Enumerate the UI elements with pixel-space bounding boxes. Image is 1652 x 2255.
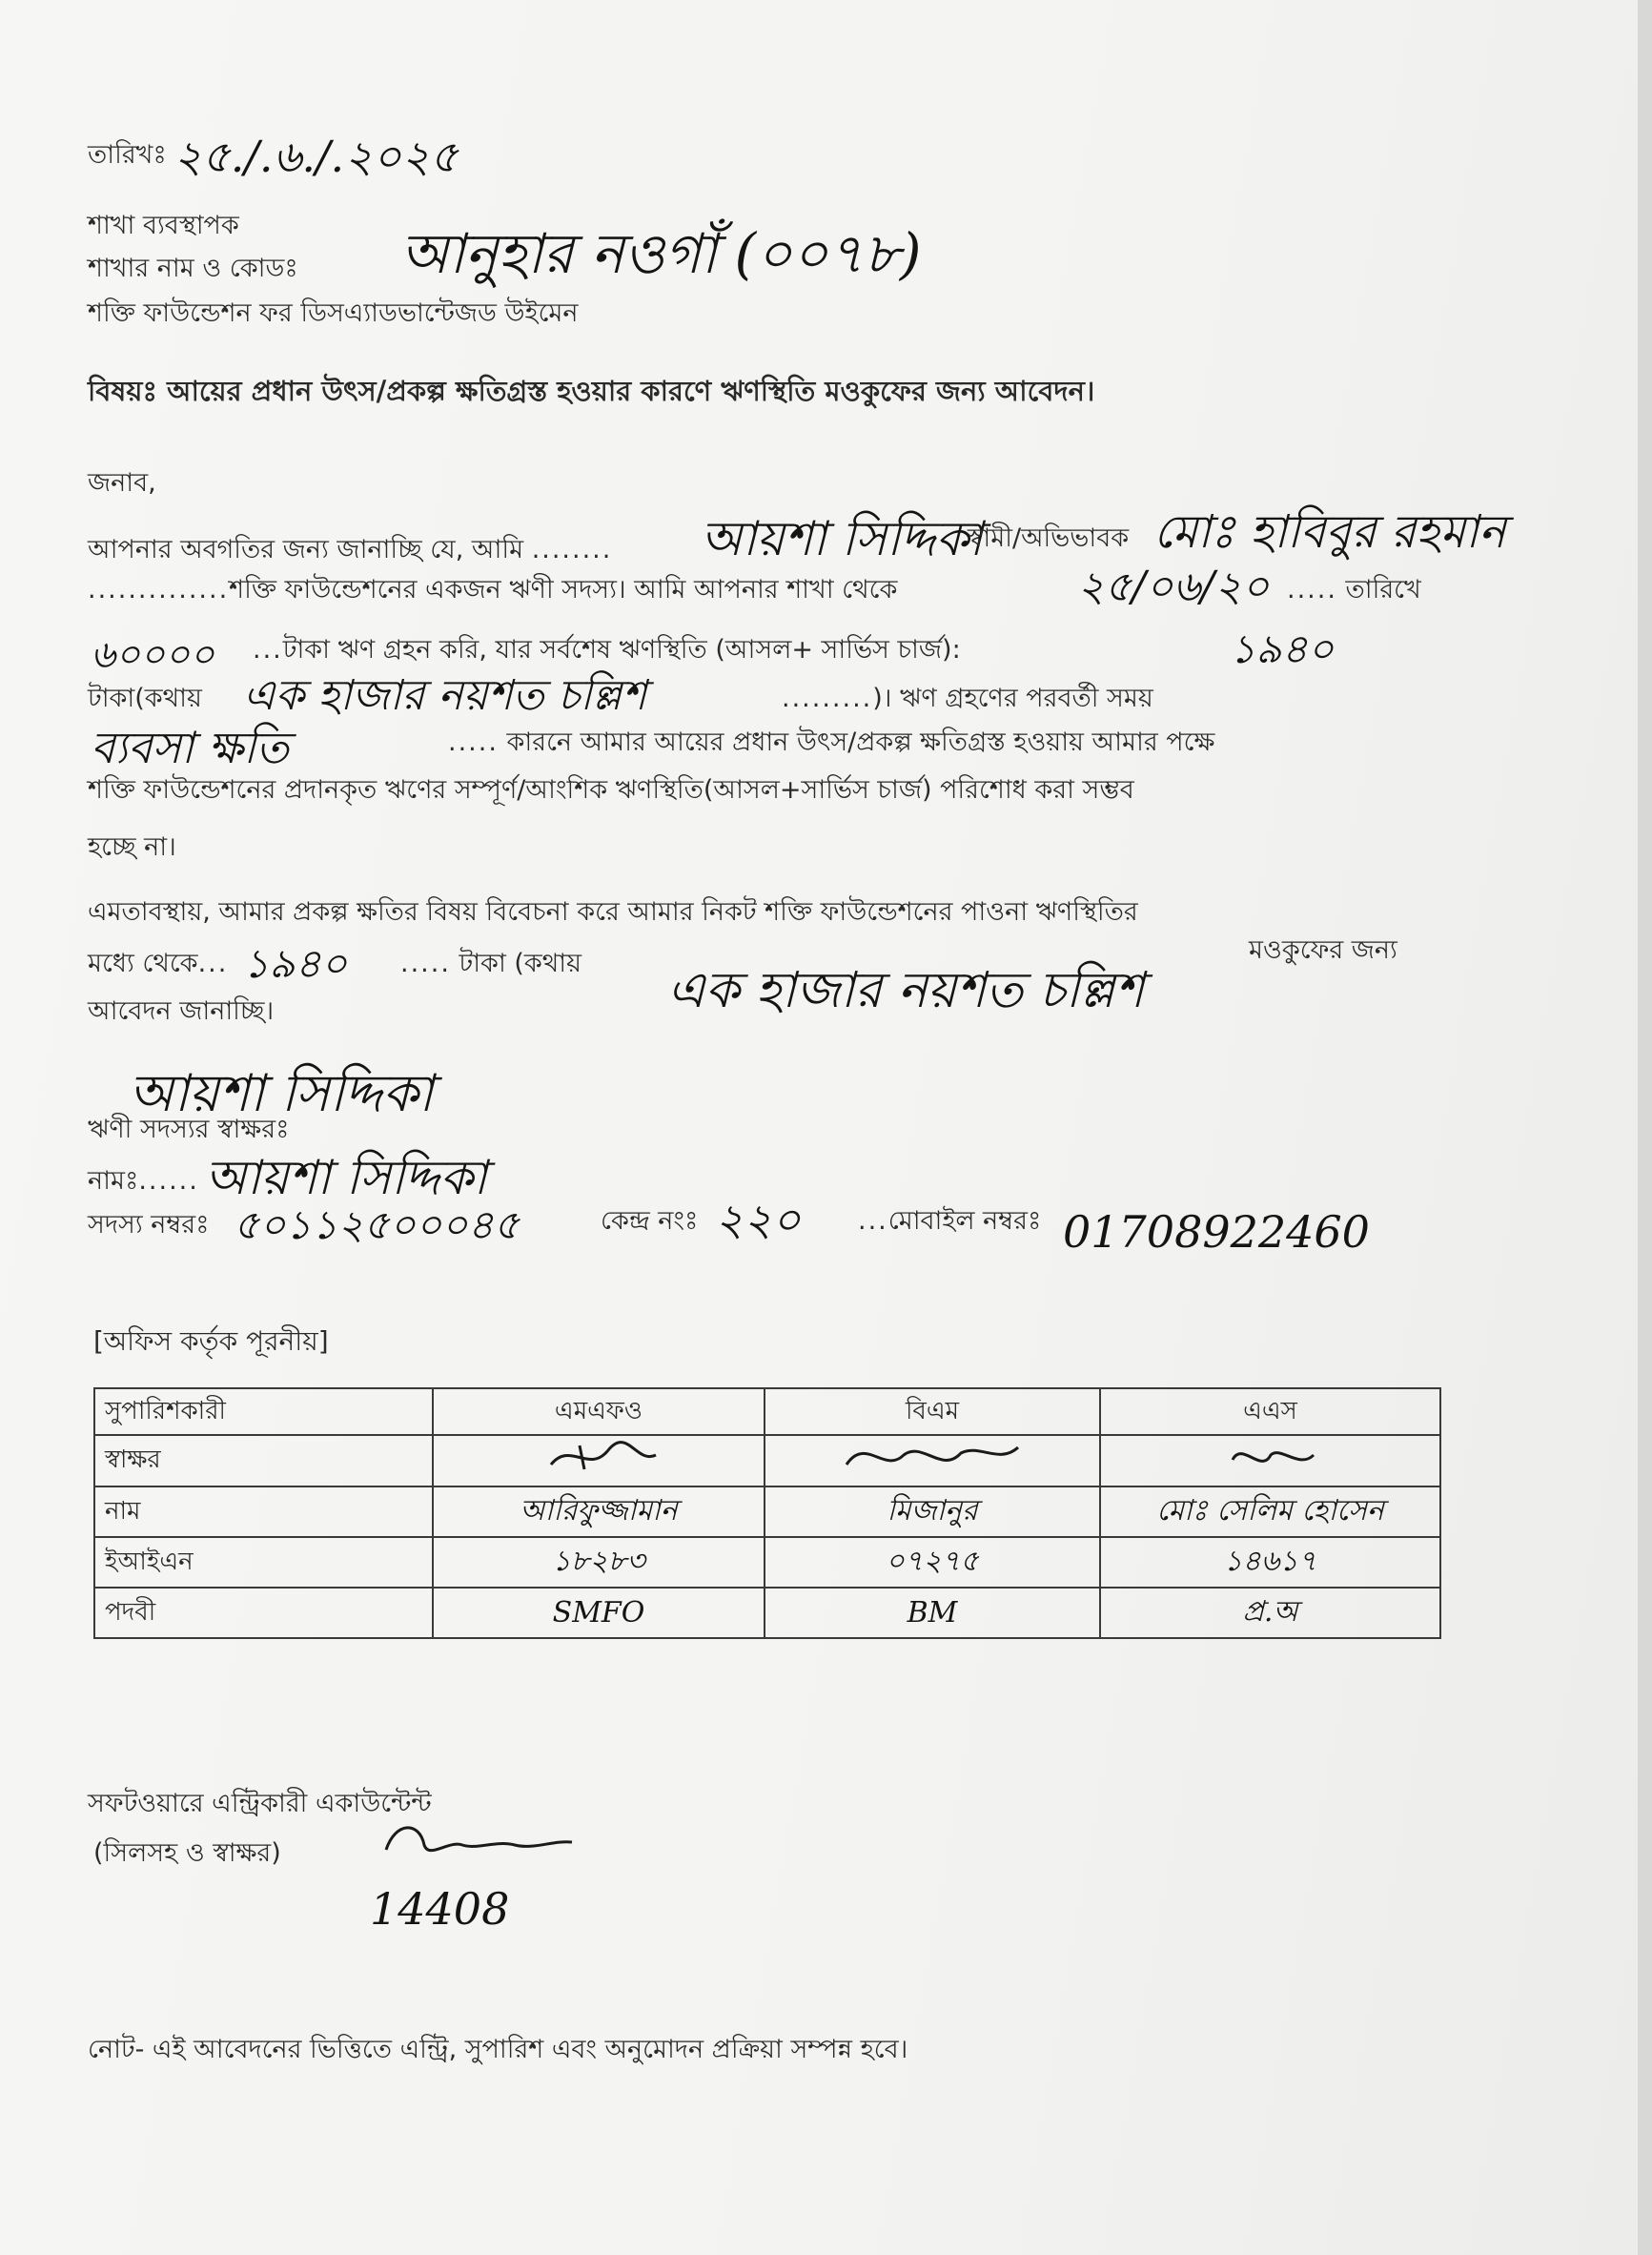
bm-signature — [765, 1435, 1100, 1486]
header-mfo: এমএফও — [433, 1388, 765, 1435]
member-name-label: নামঃ...... — [88, 1166, 199, 1196]
body-line-5: ..... কারনে আমার আয়ের প্রধান উৎস/প্রকল্প ক্ষতিগ্রস্ত হওয়ায় আমার পক্ষে — [448, 728, 1215, 757]
body-line-4-start: টাকা(কথায় — [88, 684, 202, 713]
row-label-signature: স্বাক্ষর — [94, 1435, 433, 1486]
office-table — [93, 1387, 1441, 1639]
branch-handwritten: আনুহার নওগাঁ (০০৭৮) — [400, 221, 922, 286]
member-signature: আয়শা সিদ্দিকা — [129, 1063, 434, 1123]
row-label-designation: পদবী — [94, 1588, 433, 1638]
bm-name: মিজানুর — [765, 1486, 1100, 1537]
greeting: জনাব, — [88, 468, 156, 498]
body-p2-line-2-end: মওকুফের জন্য — [1249, 935, 1397, 965]
amount-in-words-handwritten: এক হাজার নয়শত চল্লিশ — [243, 671, 647, 720]
body-line-2: ..............শক্তি ফাউন্ডেশনের একজন ঋণী সদস্য। আমি আপনার শাখা থেকে — [88, 575, 898, 605]
mfo-ein: ১৮২৮৩ — [433, 1537, 765, 1588]
center-handwritten: ২২০ — [715, 1194, 801, 1245]
row-label-ein: ইআইএন — [94, 1537, 433, 1588]
footer-note: নোট- এই আবেদনের ভিত্তিতে এন্ট্রি, সুপারিশ এবং অনুমোদন প্রক্রিয়া সম্পন্ন হবে। — [88, 2035, 908, 2064]
mfo-signature-scribble — [532, 1436, 665, 1478]
applicant-name-handwritten: আয়শা সিদ্দিকা — [701, 511, 983, 566]
as-name: মোঃ সেলিম হোসেন — [1100, 1486, 1440, 1537]
bm-signature-scribble — [837, 1436, 1028, 1478]
member-signature-label: ঋণী সদস্যর স্বাক্ষরঃ — [88, 1115, 290, 1144]
body-date-word: ..... তারিখে — [1287, 575, 1421, 605]
as-designation: প্র.অ — [1100, 1588, 1440, 1638]
as-signature-scribble — [1214, 1436, 1328, 1478]
office-table-row — [94, 1435, 1440, 1486]
mfo-designation: SMFO — [433, 1588, 765, 1638]
office-table-row — [94, 1537, 1440, 1588]
spouse-label: স্বামী/অভিভাবক — [968, 523, 1130, 553]
member-name-handwritten: আয়শা সিদ্দিকা — [205, 1150, 487, 1205]
office-table-header-row — [94, 1388, 1440, 1435]
mfo-name: আরিফুজ্জামান — [433, 1486, 765, 1537]
office-table-row — [94, 1588, 1440, 1638]
subject-line: বিষয়ঃ আয়ের প্রধান উৎস/প্রকল্প ক্ষতিগ্রস্ত হওয়ার কারণে ঋণস্থিতি মওকুফের জন্য আবেদন। — [88, 375, 1095, 407]
center-label: কেন্দ্র নংঃ — [601, 1206, 699, 1236]
waive-words-handwritten: এক হাজার নয়শত চল্লিশ — [667, 962, 1145, 1019]
header-bm: বিএম — [765, 1388, 1100, 1435]
body-line-6: শক্তি ফাউন্ডেশনের প্রদানকৃত ঋণের সম্পূর্ণ/আংশিক ঋণস্থিতি(আসল+সার্ভিস চার্জ) পরিশোধ করা সম্ভব — [88, 775, 1134, 805]
body-line-1: আপনার অবগতির জন্য জানাচ্ছি যে, আমি ........ — [88, 535, 613, 564]
paper-edge — [1638, 0, 1652, 2255]
recipient-manager: শাখা ব্যবস্থাপক — [88, 211, 239, 240]
as-signature — [1100, 1435, 1440, 1486]
body-line-4-end: .........)। ঋণ গ্রহণের পরবর্তী সময় — [782, 684, 1153, 713]
balance-handwritten: ১৯৪০ — [1230, 625, 1335, 672]
mfo-signature — [433, 1435, 765, 1486]
header-as: এএস — [1100, 1388, 1440, 1435]
bm-ein: ০৭২৭৫ — [765, 1537, 1100, 1588]
bm-designation: BM — [765, 1588, 1100, 1638]
body-p2-taka: ..... টাকা (কথায় — [400, 949, 582, 978]
body-p2-line-1: এমতাবস্থায়, আমার প্রকল্প ক্ষতির বিষয় বিবেচনা করে আমার নিকট শক্তি ফাউন্ডেশনের পাওনা ঋণস্থিতির — [88, 897, 1138, 927]
row-label-name: নাম — [94, 1486, 433, 1537]
header-recommender: সুপারিশকারী — [94, 1388, 433, 1435]
body-p2-line-2-start: মধ্যে থেকে... — [88, 949, 229, 978]
as-ein: ১৪৬১৭ — [1100, 1537, 1440, 1588]
branch-label: শাখার নাম ও কোডঃ — [88, 254, 298, 283]
mobile-label: ...মোবাইল নম্বরঃ — [858, 1206, 1042, 1236]
office-table-row — [94, 1486, 1440, 1537]
body-p2-line-3: আবেদন জানাচ্ছি। — [88, 996, 275, 1026]
loan-amount-handwritten: ৬০০০০ — [91, 633, 215, 677]
accountant-number: 14408 — [370, 1883, 510, 1935]
waive-amount-handwritten: ১৯৪০ — [243, 940, 348, 987]
organization-name: শক্তি ফাউন্ডেশন ফর ডিসএ্যাডভান্টেজড উইমেন — [88, 298, 579, 328]
member-number-label: সদস্য নম্বরঃ — [88, 1210, 210, 1240]
body-line-7: হচ্ছে না। — [88, 832, 176, 862]
office-caption: [অফিস কর্তৃক পূরনীয়] — [93, 1325, 329, 1357]
mobile-handwritten: 01708922460 — [1063, 1206, 1370, 1258]
date-label: তারিখঃ — [88, 140, 167, 170]
loan-date-handwritten: ২৫/০৬/২০ — [1077, 563, 1270, 611]
entry-accountant-seal-label: (সিলসহ ও স্বাক্ষর) — [93, 1838, 281, 1868]
body-line-3: ...টাকা ঋণ গ্রহন করি, যার সর্বশেষ ঋণস্থিতি (আসল+ সার্ভিস চার্জ): — [253, 635, 961, 665]
reason-handwritten: ব্যবসা ক্ষতি — [91, 722, 289, 773]
spouse-handwritten: মোঃ হাবিবুর রহমান — [1153, 505, 1506, 559]
entry-accountant-label: সফটওয়ারে এন্ট্রিকারী একাউন্টেন্ট — [88, 1789, 432, 1818]
accountant-signature — [372, 1812, 581, 1869]
member-number-handwritten: ৫০১১২৫০০০৪৫ — [234, 1201, 520, 1248]
date-handwritten: ২৫./.৬./.২০২৫ — [173, 131, 459, 182]
